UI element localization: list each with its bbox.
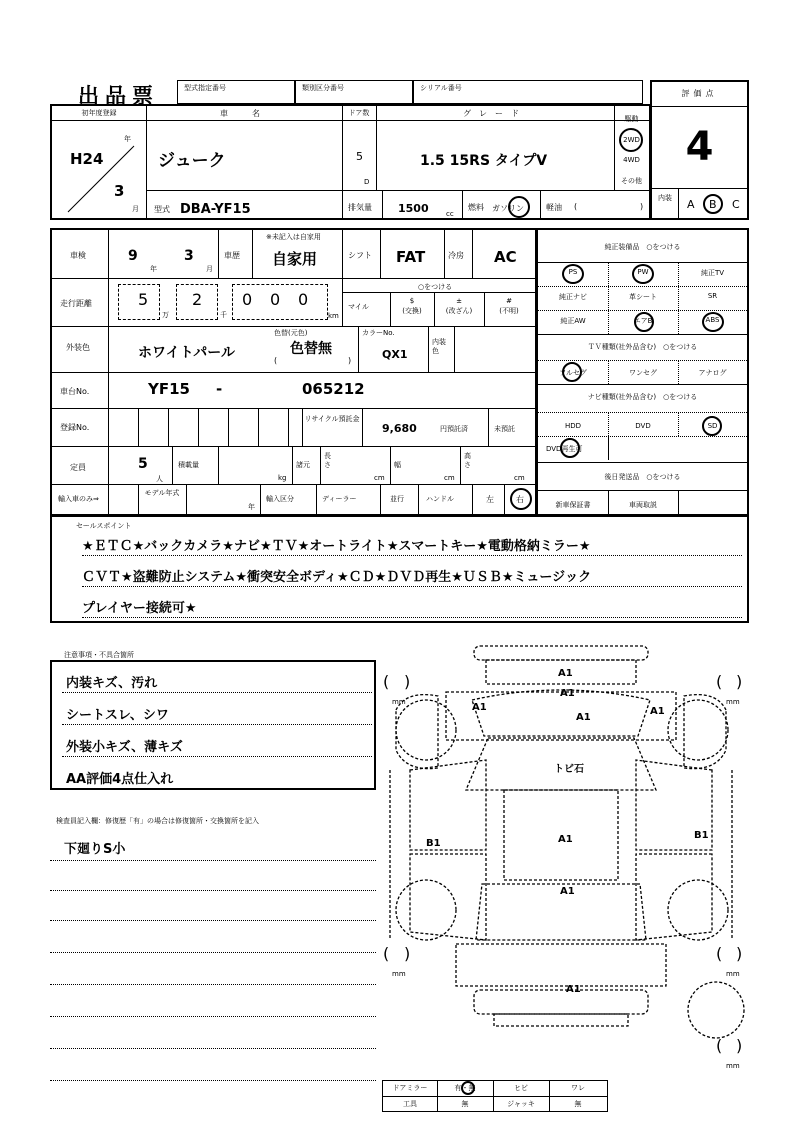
capacity-value: 5 <box>138 456 148 472</box>
sales-line-3: プレイヤー接続可★ <box>82 601 197 616</box>
equip-tv: 純正TV <box>700 269 725 277</box>
cc-value: 1500 <box>398 202 429 215</box>
mark-left-side: B1 <box>426 838 441 849</box>
sales-point-box <box>50 515 749 623</box>
mark-rear-bumper: A1 <box>566 984 581 995</box>
repaint-label: 色替(元色) <box>274 329 308 337</box>
chassis-number: 065212 <box>302 380 365 398</box>
color-no-value: QX1 <box>382 348 408 361</box>
shaken-month-mark: 月 <box>206 265 213 273</box>
import-label: 輸入車のみ⇒ <box>58 495 99 503</box>
sales-label: セールスポイント <box>76 522 132 530</box>
mark-hood: A1 <box>576 712 591 723</box>
mileage-digit-5: 0 <box>298 290 309 309</box>
mileage-digit-1: 5 <box>138 290 149 309</box>
later-label: 後日発送品 ○をつける <box>604 473 681 481</box>
fuel-value: ガソリン <box>492 204 524 213</box>
length-label: 長さ <box>324 452 331 469</box>
hibi-label: ヒビ <box>514 1084 528 1092</box>
first-reg-month: 3 <box>114 182 125 200</box>
model-cert-label: 型式指定番号 <box>184 84 226 92</box>
navi-label: ナビ種類(社外品含む) ○をつける <box>587 393 698 401</box>
drive-2wd: 2WD <box>623 136 640 144</box>
vehicle-basic-box <box>50 104 651 220</box>
mark-right-fender: A1 <box>650 706 665 717</box>
score-value: 4 <box>685 124 714 170</box>
fuel-label: 燃料 <box>468 203 484 212</box>
month-mark: 月 <box>132 205 139 213</box>
drive-label: 駆動 <box>624 115 639 123</box>
interior-grade-a: A <box>687 198 695 211</box>
color-value: ホワイトパール <box>138 345 236 361</box>
later-warranty: 新車保証書 <box>555 501 591 509</box>
mileage-digit-3: 0 <box>242 290 253 309</box>
equip-navi: 純正ナビ <box>559 293 587 301</box>
mileage-man: 万 <box>162 311 169 319</box>
shift-label: シフト <box>348 251 372 260</box>
category-label: 類別区分番号 <box>302 84 344 92</box>
equipment-box <box>536 228 749 516</box>
doors-suffix: D <box>364 178 370 186</box>
sales-line-1: ★ＥＴＣ★バックカメラ★ナビ★ＴＶ★オートライト★スマートキー★電動格納ミラー★ <box>82 539 591 554</box>
interior-label: 内装 <box>658 194 672 202</box>
repaint-paren-open: ( <box>274 356 278 365</box>
recycle-label: リサイクル預託金 <box>304 415 360 423</box>
handle-label: ハンドル <box>426 495 454 503</box>
mark-front-bumper: A1 <box>558 668 573 679</box>
note-line-3: 外装小キズ、薄キズ <box>66 740 183 755</box>
bracket-rl-close: ) <box>404 944 411 963</box>
drive-circle <box>619 128 643 152</box>
mark-right-side: B1 <box>694 830 709 841</box>
color-no-label: カラーNo. <box>362 329 395 337</box>
note-line-4: AA評価4点仕入れ <box>66 772 174 787</box>
mark-roof: A1 <box>558 834 573 845</box>
year-mark: 年 <box>124 135 131 143</box>
recycle-unit: 円預託済 <box>440 425 468 433</box>
import-dealer: ディーラー <box>322 495 357 503</box>
equip-leather: 革シート <box>629 293 657 301</box>
sales-line-2: ＣＶＴ★盗難防止システム★衝突安全ボディ★ＣＤ★ＤＶＤ再生★ＵＳＢ★ミュージック <box>82 570 592 585</box>
mm-rl: mm <box>392 970 406 978</box>
notes-label: 注意事項・不具合箇所 <box>64 651 134 659</box>
equip-ps-circle <box>562 264 584 284</box>
serial-label: シリアル番号 <box>420 84 462 92</box>
mileage-opt-unknown: # (不明) <box>499 297 519 315</box>
light-oil-paren-open: ( <box>574 202 578 211</box>
load-label: 積載量 <box>178 461 199 469</box>
chassis-dash: - <box>216 380 223 398</box>
interior-color-label: 内装色 <box>432 338 446 355</box>
tv-oneseg: ワンセグ <box>629 369 657 377</box>
equip-ps: PS <box>568 268 578 276</box>
capacity-label: 定員 <box>70 463 86 472</box>
equip-sr: SR <box>707 292 718 300</box>
inspector-label: 検査員記入欄：修復歴「有」の場合は修復箇所・交換箇所を記入 <box>56 817 259 825</box>
recycle-value: 9,680 <box>382 422 417 435</box>
width-label: 幅 <box>394 461 401 469</box>
tv-fullseg: フルセグ <box>559 369 587 377</box>
bracket-rr-open: ( <box>716 944 723 963</box>
bracket-fr-close: ) <box>736 672 743 691</box>
grade-label: グレード <box>463 109 527 118</box>
first-reg-year: H24 <box>70 150 104 168</box>
navi-hdd: HDD <box>564 422 582 430</box>
fuel-circle <box>508 196 530 218</box>
interior-grade-b: B <box>709 198 717 211</box>
equip-pw: PW <box>637 268 649 276</box>
mm-fr: mm <box>726 698 740 706</box>
jack-value: 無 <box>574 1100 582 1108</box>
note-line-2: シートスレ、シワ <box>66 708 169 723</box>
shaken-label: 車検 <box>70 251 86 260</box>
note-line-1: 内装キズ、汚れ <box>66 676 158 691</box>
doors-value: 5 <box>356 150 363 163</box>
history-value: 自家用 <box>272 250 318 268</box>
tv-fullseg-circle <box>562 362 582 382</box>
mileage-opt-tamper: ± (改ざん) <box>445 297 473 315</box>
score-label: 評価点 <box>681 89 718 98</box>
first-reg-label: 初年度登録 <box>81 109 117 117</box>
equip-airbag-circle <box>634 312 654 332</box>
dims-label: 諸元 <box>296 461 310 469</box>
model-year-label: モデル年式 <box>144 489 180 497</box>
chassis-model: YF15 <box>148 380 190 398</box>
bracket-rl-open: ( <box>383 944 390 963</box>
history-label: 車歴 <box>224 251 240 260</box>
model-year-unit: 年 <box>248 503 255 511</box>
navi-dvd: DVD <box>635 422 651 430</box>
ac-label: 冷房 <box>448 251 464 260</box>
tools-value: 無 <box>461 1100 469 1108</box>
equip-airbag: エアB <box>633 317 653 325</box>
mileage-circle-note: ○をつける <box>418 283 453 291</box>
later-manual: 車両取説 <box>629 501 657 509</box>
model-cert-number-box <box>177 80 295 104</box>
ware-label: ワレ <box>571 1084 585 1092</box>
model-label: 型式 <box>154 205 170 214</box>
score-box <box>650 80 749 220</box>
mileage-opt-exchange: $ (交換) <box>402 297 422 315</box>
navi-dvd-play-circle <box>560 438 580 458</box>
mileage-label: 走行距離 <box>60 299 92 308</box>
shaken-year-mark: 年 <box>150 265 157 273</box>
mileage-sen: 千 <box>220 311 227 319</box>
form-title: 出品票 <box>78 84 159 108</box>
door-mirror-label: ドアミラー <box>392 1084 428 1092</box>
light-oil-paren-close: ) <box>640 202 644 211</box>
bracket-fr-open: ( <box>716 672 723 691</box>
mileage-digit-2: 2 <box>192 290 203 309</box>
shaken-year: 9 <box>128 248 138 264</box>
mm-spare: mm <box>726 1062 740 1070</box>
shift-value: FAT <box>396 248 426 266</box>
chassis-label: 車台No. <box>60 387 90 396</box>
handle-right: 右 <box>516 495 524 504</box>
bottom-accessory-table <box>382 1080 608 1112</box>
mileage-opt-mile: マイル <box>348 303 369 311</box>
mark-front-grille: A1 <box>560 688 575 699</box>
repaint-value: 色替無 <box>290 341 332 357</box>
repaint-paren-close: ) <box>348 356 352 365</box>
mark-left-fender: A1 <box>472 702 487 713</box>
navi-dvd-play: DVD再生可 <box>546 445 583 453</box>
recycle-status: 未預託 <box>494 425 515 433</box>
light-oil-label: 軽油 <box>546 203 562 212</box>
door-mirror-circle <box>461 1081 475 1095</box>
model-value: DBA-YF15 <box>180 202 251 217</box>
history-note: ※未記入は自家用 <box>266 233 321 241</box>
bracket-rr-close: ) <box>736 944 743 963</box>
mm-rr: mm <box>726 970 740 978</box>
equip-abs-circle <box>702 312 724 332</box>
bracket-fl-close: ) <box>404 672 411 691</box>
date-slash <box>66 144 136 214</box>
import-type-label: 輸入区分 <box>266 495 294 503</box>
tools-label: 工具 <box>403 1100 417 1108</box>
equip-pw-circle <box>632 264 654 284</box>
navi-sd: SD <box>707 422 718 430</box>
interior-grade-c: C <box>732 198 740 211</box>
navi-sd-circle <box>702 416 722 436</box>
cc-label: 排気量 <box>348 203 372 212</box>
handle-right-circle <box>510 488 532 510</box>
load-kg: kg <box>278 474 287 482</box>
registration-label: 登録No. <box>60 423 90 432</box>
bracket-spare-open: ( <box>716 1036 723 1055</box>
mark-windshield: トビ石 <box>554 764 584 775</box>
color-label: 外装色 <box>66 343 90 352</box>
car-name: ジューク <box>158 151 226 171</box>
mark-rear-roof: A1 <box>560 886 575 897</box>
bracket-fl-open: ( <box>383 672 390 691</box>
drive-4wd: 4WD <box>623 156 640 164</box>
length-cm: cm <box>374 474 385 482</box>
notes-box <box>50 660 376 790</box>
equip-aw: 純正AW <box>560 317 586 325</box>
cc-unit: cc <box>446 210 454 218</box>
grade-value: 1.5 15RS タイプV <box>420 153 548 169</box>
capacity-unit: 人 <box>156 475 163 483</box>
height-label: 高さ <box>464 452 471 469</box>
mileage-km: km <box>328 312 339 320</box>
serial-number-box <box>413 80 643 104</box>
shaken-month: 3 <box>184 248 194 264</box>
bracket-spare-close: ) <box>736 1036 743 1055</box>
tv-analog: アナログ <box>698 369 727 377</box>
equip-abs: ABS <box>705 316 720 324</box>
equipment-label: 純正装備品 ○をつける <box>604 243 681 251</box>
mm-fl: mm <box>392 698 406 706</box>
car-damage-diagram <box>376 640 756 1070</box>
car-name-label: 車 名 <box>220 109 268 118</box>
handle-left: 左 <box>486 495 494 504</box>
import-parallel: 並行 <box>390 495 404 503</box>
jack-label: ジャッキ <box>507 1100 535 1108</box>
width-cm: cm <box>444 474 455 482</box>
details-box <box>50 228 537 516</box>
door-mirror-value: 有・無 <box>454 1084 476 1092</box>
inspector-line-1: 下廻りS小 <box>64 842 126 857</box>
height-cm: cm <box>514 474 525 482</box>
mileage-digit-4: 0 <box>270 290 281 309</box>
doors-label: ドア数 <box>348 109 370 117</box>
interior-grade-circle <box>703 194 723 214</box>
ac-value: AC <box>494 248 517 266</box>
drive-other: その他 <box>621 177 642 185</box>
category-number-box <box>295 80 413 104</box>
tv-label: ＴＶ種類(社外品含む) ○をつける <box>587 343 698 351</box>
